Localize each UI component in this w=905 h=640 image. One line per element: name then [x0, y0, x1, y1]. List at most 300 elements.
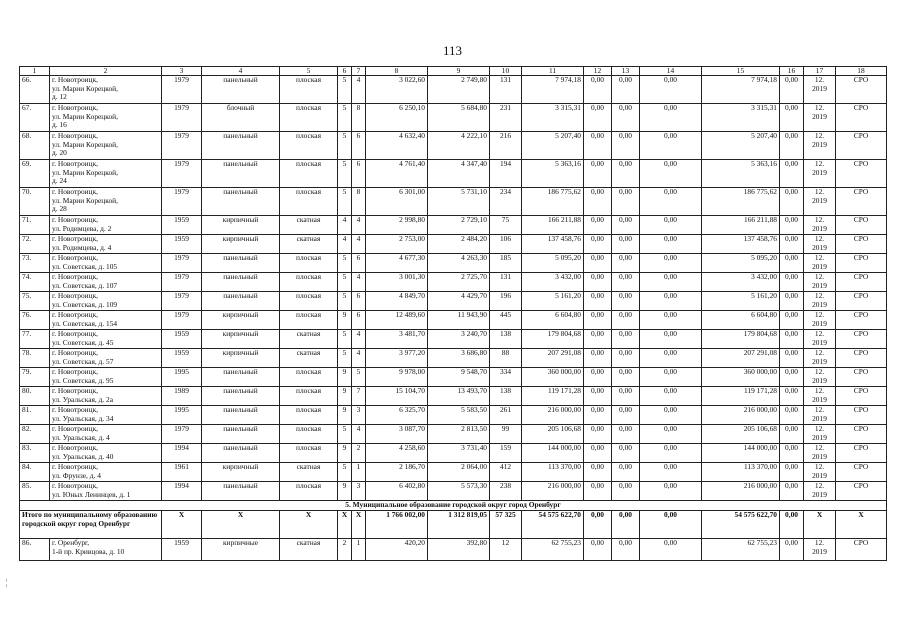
value-cell: 0,00	[780, 254, 804, 273]
value-cell: 0,00	[640, 76, 702, 104]
living-area-cell: 4 222,10	[428, 132, 490, 160]
column-number-cell: 11	[522, 67, 584, 76]
floors-cell: 2	[338, 539, 352, 561]
source-cell: СРО	[836, 349, 887, 368]
x-cell: Х	[804, 511, 836, 539]
floors-cell: 9	[338, 482, 352, 501]
residents-cell: 238	[490, 482, 522, 501]
total-area-cell: 6 301,00	[366, 188, 428, 216]
value-cell: 0,00	[780, 330, 804, 349]
section-header-row	[20, 501, 887, 511]
address-cell: г. Новотроицк, ул. Фрунзе, д. 4	[50, 463, 162, 482]
residents-cell: 216	[490, 132, 522, 160]
value-cell: 0,00	[780, 132, 804, 160]
total-area-cell: 15 104,70	[366, 387, 428, 406]
value-cell: 0,00	[640, 349, 702, 368]
value-cell: 0,00	[584, 463, 612, 482]
row-number-cell: 75.	[20, 292, 50, 311]
residents-cell: 12	[490, 539, 522, 561]
value-cell: 0,00	[584, 330, 612, 349]
value-cell: 0,00	[640, 160, 702, 188]
column-number-cell: 17	[804, 67, 836, 76]
address-cell: г. Новотроицк, ул. Советская, д. 109	[50, 292, 162, 311]
table-row	[20, 406, 887, 425]
row-number-cell: 71.	[20, 216, 50, 235]
value-cell: 0,00	[640, 425, 702, 444]
residents-cell: 185	[490, 254, 522, 273]
roof-type-cell: плоская	[280, 444, 338, 463]
column-number-cell: 6	[338, 67, 352, 76]
table-row	[20, 273, 887, 292]
wall-material-cell: кирпичный	[202, 330, 280, 349]
total-area-cell: 3 022,60	[366, 76, 428, 104]
total-area-cell: 4 677,30	[366, 254, 428, 273]
residents-cell: 334	[490, 368, 522, 387]
total-area-cell: 2 186,70	[366, 463, 428, 482]
floors-cell: 9	[338, 387, 352, 406]
living-area-cell: 4 263,30	[428, 254, 490, 273]
column-number-cell: 10	[490, 67, 522, 76]
total-area-cell: 4 632,40	[366, 132, 428, 160]
value-cell: 0,00	[640, 132, 702, 160]
value-cell: 0,00	[640, 330, 702, 349]
living-area-cell: 2 729,10	[428, 216, 490, 235]
wall-material-cell: панельный	[202, 406, 280, 425]
value-cell: 0,00	[640, 387, 702, 406]
cost-cell: 6 604,80	[702, 311, 780, 330]
living-area-cell: 4 429,70	[428, 292, 490, 311]
value-cell: 0,00	[640, 539, 702, 561]
value-cell: 0,00	[584, 216, 612, 235]
date-cell: 12. 2019	[804, 387, 836, 406]
address-cell: г. Новотроицк, ул. Марии Корецкой, д. 24	[50, 160, 162, 188]
living-area-cell: 3 240,70	[428, 330, 490, 349]
roof-type-cell: скатная	[280, 349, 338, 368]
residents-cell: 194	[490, 160, 522, 188]
value-cell: 0,00	[584, 311, 612, 330]
floors-cell: 5	[338, 273, 352, 292]
row-number-cell: 76.	[20, 311, 50, 330]
row-number-cell: 83.	[20, 444, 50, 463]
residents-cell: 196	[490, 292, 522, 311]
address-cell: г. Новотроицк, ул. Юных Ленинцев, д. 1	[50, 482, 162, 501]
floors-cell: 5	[338, 132, 352, 160]
living-area-cell: 2 813,50	[428, 425, 490, 444]
value-cell: 0,00	[612, 76, 640, 104]
cost-cell: 186 775,62	[702, 188, 780, 216]
date-cell: 12. 2019	[804, 349, 836, 368]
residents-cell: 412	[490, 463, 522, 482]
cost-cell: 119 171,28	[702, 387, 780, 406]
value-cell: 0,00	[612, 216, 640, 235]
value-cell: 0,00	[640, 444, 702, 463]
entrances-cell: 3	[352, 482, 366, 501]
cost-cell: 62 755,23	[522, 539, 584, 561]
total-area-cell: 420,20	[366, 539, 428, 561]
total-area-cell: 3 481,70	[366, 330, 428, 349]
address-cell: г. Новотроицк, ул. Марии Корецкой, д. 20	[50, 132, 162, 160]
value-cell: 0,00	[640, 292, 702, 311]
entrances-cell: 6	[352, 292, 366, 311]
wall-material-cell: кирпичные	[202, 539, 280, 561]
value-cell: 0,00	[780, 160, 804, 188]
roof-type-cell: плоская	[280, 160, 338, 188]
residents-cell: 57 325	[490, 511, 522, 539]
cost-cell: 5 207,40	[522, 132, 584, 160]
living-area-cell: 5 573,30	[428, 482, 490, 501]
value-cell: 0,00	[612, 132, 640, 160]
year-cell: 1959	[162, 539, 202, 561]
residents-cell: 234	[490, 188, 522, 216]
residents-cell: 445	[490, 311, 522, 330]
residents-cell: 99	[490, 425, 522, 444]
value-cell: 0,00	[584, 539, 612, 561]
total-area-cell: 4 258,60	[366, 444, 428, 463]
living-area-cell: 2 725,70	[428, 273, 490, 292]
year-cell: 1979	[162, 104, 202, 132]
source-cell: СРО	[836, 292, 887, 311]
cost-cell: 3 432,00	[702, 273, 780, 292]
residents-cell: 159	[490, 444, 522, 463]
cost-cell: 166 211,88	[702, 216, 780, 235]
table-row	[20, 539, 887, 561]
value-cell: 0,00	[612, 406, 640, 425]
source-cell: СРО	[836, 539, 887, 561]
residents-cell: 75	[490, 216, 522, 235]
living-area-cell: 4 347,40	[428, 160, 490, 188]
table-row	[20, 463, 887, 482]
cost-cell: 360 000,00	[522, 368, 584, 387]
column-number-cell: 15	[702, 67, 780, 76]
value-cell: 0,00	[584, 273, 612, 292]
total-area-cell: 3 087,70	[366, 425, 428, 444]
date-cell: 12. 2019	[804, 292, 836, 311]
date-cell: 12. 2019	[804, 216, 836, 235]
table-row	[20, 160, 887, 188]
year-cell: 1959	[162, 330, 202, 349]
total-area-cell: 3 977,20	[366, 349, 428, 368]
wall-material-cell: панельный	[202, 76, 280, 104]
row-number-cell: 77.	[20, 330, 50, 349]
source-cell: СРО	[836, 254, 887, 273]
row-number-cell: 81.	[20, 406, 50, 425]
cost-cell: 166 211,88	[522, 216, 584, 235]
row-number-cell: 80.	[20, 387, 50, 406]
year-cell: 1979	[162, 188, 202, 216]
cost-cell: 205 106,68	[702, 425, 780, 444]
living-area-cell: 11 943,90	[428, 311, 490, 330]
residents-cell: 138	[490, 387, 522, 406]
year-cell: 1979	[162, 132, 202, 160]
table-row	[20, 104, 887, 132]
cost-cell: 3 432,00	[522, 273, 584, 292]
floors-cell: 4	[338, 216, 352, 235]
total-area-cell: 4 849,70	[366, 292, 428, 311]
row-number-cell: 68.	[20, 132, 50, 160]
cost-cell: 3 315,31	[522, 104, 584, 132]
entrances-cell: 4	[352, 349, 366, 368]
value-cell: 0,00	[640, 463, 702, 482]
roof-type-cell: плоская	[280, 482, 338, 501]
source-cell: СРО	[836, 160, 887, 188]
value-cell: 0,00	[612, 292, 640, 311]
entrances-cell: 4	[352, 216, 366, 235]
value-cell: 0,00	[584, 104, 612, 132]
value-cell: 0,00	[780, 216, 804, 235]
wall-material-cell: панельный	[202, 160, 280, 188]
column-number-cell: 12	[584, 67, 612, 76]
address-cell: г. Новотроицк, ул. Родимцева, д. 4	[50, 235, 162, 254]
value-cell: 0,00	[780, 444, 804, 463]
living-area-cell: 9 548,70	[428, 368, 490, 387]
value-cell: 0,00	[780, 406, 804, 425]
entrances-cell: 8	[352, 104, 366, 132]
value-cell: 0,00	[584, 349, 612, 368]
value-cell: 0,00	[640, 311, 702, 330]
row-number-cell: 73.	[20, 254, 50, 273]
living-area-cell: 3 686,80	[428, 349, 490, 368]
year-cell: 1979	[162, 76, 202, 104]
value-cell: 0,00	[780, 188, 804, 216]
row-number-cell: 82.	[20, 425, 50, 444]
row-number-cell: 86.	[20, 539, 50, 561]
year-cell: 1979	[162, 273, 202, 292]
floors-cell: 5	[338, 349, 352, 368]
value-cell: 0,00	[584, 482, 612, 501]
cost-cell: 137 458,76	[702, 235, 780, 254]
cost-cell: 207 291,08	[522, 349, 584, 368]
value-cell: 0,00	[612, 188, 640, 216]
date-cell: 12. 2019	[804, 76, 836, 104]
residents-cell: 231	[490, 104, 522, 132]
address-cell: г. Новотроицк, ул. Советская, д. 95	[50, 368, 162, 387]
date-cell: 12. 2019	[804, 463, 836, 482]
roof-type-cell: плоская	[280, 76, 338, 104]
source-cell: СРО	[836, 104, 887, 132]
wall-material-cell: панельный	[202, 273, 280, 292]
roof-type-cell: плоская	[280, 292, 338, 311]
year-cell: 1994	[162, 482, 202, 501]
cost-cell: 5 161,20	[522, 292, 584, 311]
source-cell: СРО	[836, 216, 887, 235]
wall-material-cell: панельный	[202, 132, 280, 160]
value-cell: 0,00	[584, 292, 612, 311]
value-cell: 0,00	[640, 273, 702, 292]
floors-cell: 5	[338, 76, 352, 104]
cost-cell: 186 775,62	[522, 188, 584, 216]
value-cell: 0,00	[780, 387, 804, 406]
entrances-cell: 6	[352, 254, 366, 273]
column-number-cell: 16	[780, 67, 804, 76]
date-cell: 12. 2019	[804, 235, 836, 254]
value-cell: 0,00	[780, 425, 804, 444]
date-cell: 12. 2019	[804, 273, 836, 292]
entrances-cell: 1	[352, 463, 366, 482]
floors-cell: 5	[338, 188, 352, 216]
date-cell: 12. 2019	[804, 330, 836, 349]
living-area-cell: 2 749,80	[428, 76, 490, 104]
value-cell: 0,00	[612, 539, 640, 561]
table-row	[20, 292, 887, 311]
address-cell: г. Новотроицк, ул. Уральская, д. 2а	[50, 387, 162, 406]
cost-cell: 7 974,18	[702, 76, 780, 104]
cost-cell: 216 000,00	[702, 406, 780, 425]
residents-cell: 138	[490, 330, 522, 349]
table-row	[20, 368, 887, 387]
roof-type-cell: скатная	[280, 539, 338, 561]
total-area-cell: 9 978,00	[366, 368, 428, 387]
table-row	[20, 188, 887, 216]
table-row	[20, 216, 887, 235]
source-cell: СРО	[836, 188, 887, 216]
cost-cell: 54 575 622,70	[522, 511, 584, 539]
column-number-cell: 14	[640, 67, 702, 76]
value-cell: 0,00	[780, 104, 804, 132]
date-cell: 12. 2019	[804, 539, 836, 561]
table-row	[20, 235, 887, 254]
total-label-cell: Итого по муниципальному образованию городской округ город Оренбург	[20, 511, 162, 539]
address-cell: г. Оренбург, 1-й пр. Кривцова, д. 10	[50, 539, 162, 561]
date-cell: 12. 2019	[804, 444, 836, 463]
cost-cell: 216 000,00	[522, 482, 584, 501]
date-cell: 12. 2019	[804, 254, 836, 273]
column-number-cell: 13	[612, 67, 640, 76]
value-cell: 0,00	[612, 482, 640, 501]
row-number-cell: 66.	[20, 76, 50, 104]
table-row	[20, 444, 887, 463]
floors-cell: 5	[338, 160, 352, 188]
year-cell: 1959	[162, 235, 202, 254]
value-cell: 0,00	[612, 330, 640, 349]
wall-material-cell: кирпичный	[202, 235, 280, 254]
total-area-cell: 2 998,80	[366, 216, 428, 235]
roof-type-cell: плоская	[280, 273, 338, 292]
roof-type-cell: скатная	[280, 463, 338, 482]
entrances-cell: 8	[352, 188, 366, 216]
entrances-cell: 3	[352, 406, 366, 425]
year-cell: 1995	[162, 368, 202, 387]
floors-cell: 9	[338, 406, 352, 425]
value-cell: 0,00	[780, 463, 804, 482]
address-cell: г. Новотроицк, ул. Советская, д. 57	[50, 349, 162, 368]
value-cell: 0,00	[640, 235, 702, 254]
cost-cell: 113 370,00	[702, 463, 780, 482]
page-number: 113	[442, 43, 463, 58]
cost-cell: 5 363,16	[522, 160, 584, 188]
date-cell: 12. 2019	[804, 104, 836, 132]
column-number-cell: 7	[352, 67, 366, 76]
value-cell: 0,00	[780, 292, 804, 311]
entrances-cell: 4	[352, 330, 366, 349]
cost-cell: 5 207,40	[702, 132, 780, 160]
year-cell: 1979	[162, 311, 202, 330]
value-cell: 0,00	[640, 511, 702, 539]
value-cell: 0,00	[584, 387, 612, 406]
entrances-cell: 7	[352, 387, 366, 406]
floors-cell: 5	[338, 254, 352, 273]
date-cell: 12. 2019	[804, 406, 836, 425]
x-cell: Х	[280, 511, 338, 539]
date-cell: 12. 2019	[804, 160, 836, 188]
value-cell: 0,00	[612, 254, 640, 273]
roof-type-cell: плоская	[280, 254, 338, 273]
table-row	[20, 330, 887, 349]
source-cell: СРО	[836, 425, 887, 444]
residents-cell: 131	[490, 76, 522, 104]
table-row	[20, 76, 887, 104]
cost-cell: 6 604,80	[522, 311, 584, 330]
cost-cell: 207 291,08	[702, 349, 780, 368]
total-area-cell: 12 489,60	[366, 311, 428, 330]
cost-cell: 205 106,68	[522, 425, 584, 444]
column-number-cell: 1	[20, 67, 50, 76]
wall-material-cell: панельный	[202, 292, 280, 311]
value-cell: 0,00	[780, 539, 804, 561]
cost-cell: 113 370,00	[522, 463, 584, 482]
value-cell: 0,00	[612, 463, 640, 482]
value-cell: 0,00	[584, 235, 612, 254]
year-cell: 1961	[162, 463, 202, 482]
section-title: 5. Муниципальное образование городской округ город Оренбург	[20, 501, 887, 511]
entrances-cell: 4	[352, 235, 366, 254]
living-area-cell: 13 493,70	[428, 387, 490, 406]
roof-type-cell: плоская	[280, 311, 338, 330]
source-cell: СРО	[836, 387, 887, 406]
row-number-cell: 78.	[20, 349, 50, 368]
year-cell: 1959	[162, 349, 202, 368]
cost-cell: 179 804,68	[522, 330, 584, 349]
total-area-cell: 6 402,80	[366, 482, 428, 501]
total-area-cell: 6 325,70	[366, 406, 428, 425]
wall-material-cell: кирпичный	[202, 349, 280, 368]
residents-cell: 261	[490, 406, 522, 425]
total-area-cell: 1 766 002,00	[366, 511, 428, 539]
wall-material-cell: кирпичный	[202, 463, 280, 482]
entrances-cell: 6	[352, 132, 366, 160]
value-cell: 0,00	[780, 76, 804, 104]
cost-cell: 179 804,68	[702, 330, 780, 349]
living-area-cell: 2 484,20	[428, 235, 490, 254]
source-cell: СРО	[836, 406, 887, 425]
living-area-cell: 5 684,80	[428, 104, 490, 132]
value-cell: 0,00	[612, 160, 640, 188]
total-area-cell: 4 761,40	[366, 160, 428, 188]
x-cell: Х	[352, 511, 366, 539]
value-cell: 0,00	[612, 104, 640, 132]
wall-material-cell: панельный	[202, 387, 280, 406]
table-row	[20, 387, 887, 406]
source-cell: СРО	[836, 76, 887, 104]
x-cell: Х	[836, 511, 887, 539]
year-cell: 1979	[162, 254, 202, 273]
cost-cell: 216 000,00	[522, 406, 584, 425]
row-number-cell: 74.	[20, 273, 50, 292]
wall-material-cell: панельный	[202, 188, 280, 216]
date-cell: 12. 2019	[804, 311, 836, 330]
column-number-cell: 18	[836, 67, 887, 76]
address-cell: г. Новотроицк, ул. Уральская, д. 34	[50, 406, 162, 425]
table-row	[20, 132, 887, 160]
value-cell: 0,00	[780, 235, 804, 254]
value-cell: 0,00	[780, 368, 804, 387]
address-cell: г. Новотроицк, ул. Марии Корецкой, д. 16	[50, 104, 162, 132]
source-cell: СРО	[836, 482, 887, 501]
cost-cell: 3 315,31	[702, 104, 780, 132]
address-cell: г. Новотроицк, ул. Советская, д. 107	[50, 273, 162, 292]
cost-cell: 144 000,00	[522, 444, 584, 463]
floors-cell: 5	[338, 425, 352, 444]
value-cell: 0,00	[780, 273, 804, 292]
